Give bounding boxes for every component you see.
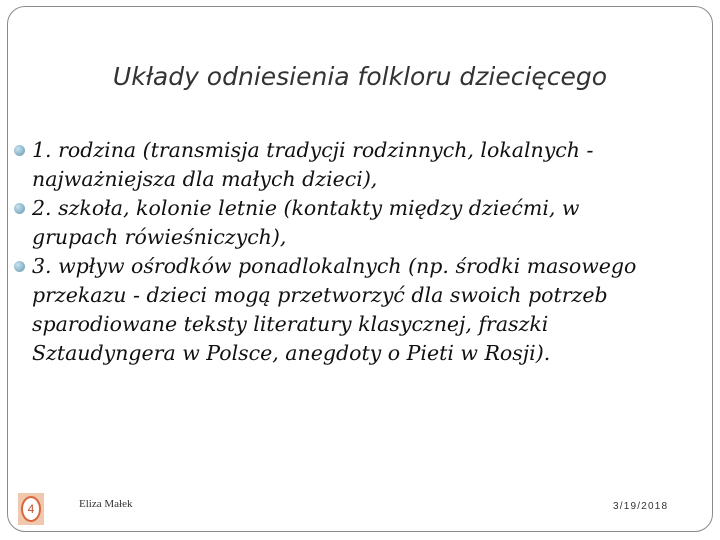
- bullet-item-school: [14, 194, 674, 252]
- bullet-line: najważniejsza dla małych dzieci),: [32, 167, 378, 191]
- bullet-line: 3. wpływ ośrodków ponadlokalnych (np. środki masowego: [32, 254, 637, 278]
- bullet-line: sparodiowane teksty literatury klasycznej, fraszki: [32, 312, 549, 336]
- bullet-line: 2. szkoła, kolonie letnie (kontakty między dziećmi, w: [32, 196, 580, 220]
- footer-date: 3/19/2018: [613, 501, 669, 512]
- bullet-line: Sztaudyngera w Polsce, anegdoty o Pieti w Rosji).: [32, 341, 551, 365]
- round-bullet-icon: [14, 261, 25, 272]
- footer-author: Eliza Małek: [79, 498, 133, 510]
- bullet-line: 1. rodzina (transmisja tradycji rodzinnych, lokalnych -: [32, 138, 594, 162]
- bullet-line: przekazu - dzieci mogą przetworzyć dla swoich potrzeb: [32, 283, 608, 307]
- round-bullet-icon: [14, 145, 25, 156]
- slide-title: Układy odniesienia folkloru dziecięcego: [112, 62, 608, 91]
- bullet-item-family: [14, 136, 674, 194]
- slide-number-badge: [18, 493, 44, 525]
- slide-number: 4: [21, 496, 41, 522]
- bullet-line: grupach rówieśniczych),: [32, 225, 287, 249]
- bullet-item-supralocal: [14, 252, 674, 368]
- bullet-list: [14, 136, 674, 368]
- round-bullet-icon: [14, 203, 25, 214]
